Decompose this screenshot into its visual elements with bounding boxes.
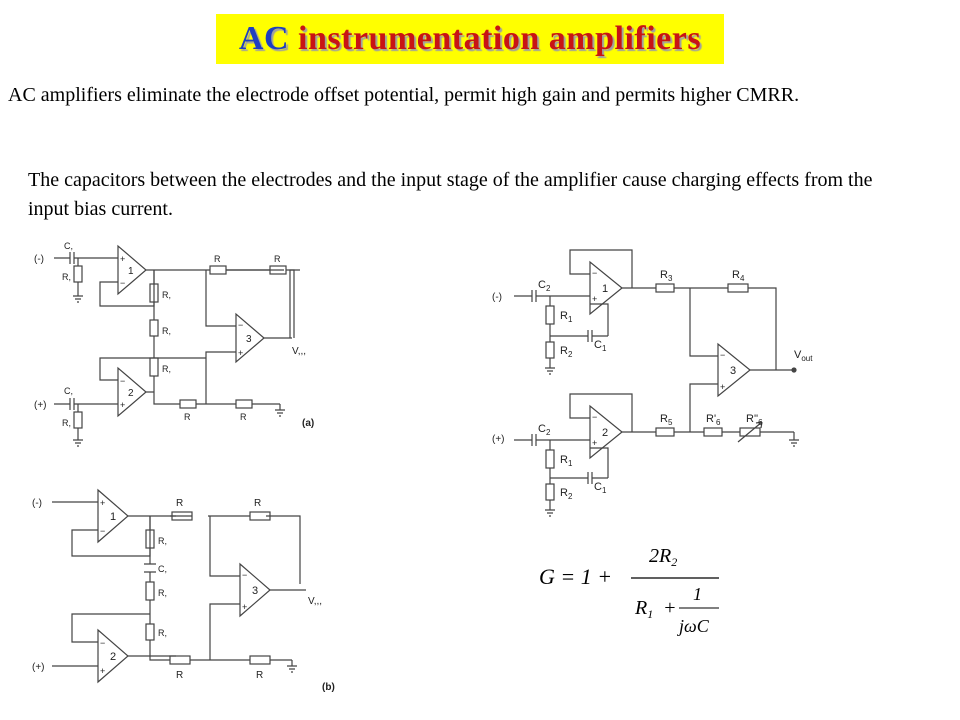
c-r1-top bbox=[546, 306, 554, 324]
c-cap2-top bbox=[532, 290, 536, 302]
b-op2-plus: + bbox=[100, 666, 106, 676]
b-input-neg: (-) bbox=[32, 498, 42, 509]
c-r1-bot-label: $R_1$ bbox=[560, 454, 573, 468]
c-op2-fb bbox=[570, 394, 652, 478]
a-vout: V,,, bbox=[292, 346, 307, 357]
c-top-stage bbox=[652, 288, 776, 370]
b-r2-top-label: R, bbox=[158, 536, 167, 546]
b-opamp1-label: 1 bbox=[110, 511, 117, 523]
formula-numerator: $2R_2$ bbox=[649, 545, 678, 569]
a-input-neg: (-) bbox=[34, 254, 44, 265]
a-cap-in-top bbox=[70, 252, 74, 264]
c-op2-plus: + bbox=[592, 438, 598, 448]
c-opamp3-label: 3 bbox=[730, 365, 737, 377]
b-r-top-2-label: R bbox=[254, 498, 262, 509]
a-opamp1-label: 1 bbox=[128, 266, 134, 277]
c-cap1-top bbox=[588, 330, 592, 342]
b-opamp2-label: 2 bbox=[110, 651, 117, 663]
a-r2-bot-label: R, bbox=[162, 364, 171, 374]
a-r-in-top-label: R, bbox=[62, 272, 71, 282]
a-r-in-top bbox=[74, 266, 82, 282]
c-c2-bot: $C_2$ bbox=[538, 423, 551, 437]
circuit-diagram-c bbox=[488, 244, 828, 524]
b-vout: V,,, bbox=[308, 596, 323, 607]
paragraph-capacitors: The capacitors between the electrodes and the input stage of the amplifier cause charging effects from the input bias current. bbox=[28, 169, 873, 220]
c-cap2-bot bbox=[532, 434, 536, 446]
a-c-in-top: C, bbox=[64, 241, 73, 251]
b-input-pos: (+) bbox=[32, 662, 45, 673]
a-r-top-2-label: R bbox=[274, 254, 281, 264]
c-c1-bot-label: $C_1$ bbox=[594, 481, 607, 495]
c-r1-top-label: $R_1$ bbox=[560, 310, 573, 324]
b-opamp3-label: 3 bbox=[252, 585, 259, 597]
a-gnd-out bbox=[275, 404, 285, 416]
c-op3-in bbox=[690, 288, 794, 432]
a-r1-mid bbox=[150, 320, 158, 336]
b-c1-mid bbox=[144, 564, 156, 572]
title-rest: instrumentation amplifiers bbox=[298, 20, 702, 57]
c-vout-node bbox=[792, 368, 796, 372]
c-op3-minus: − bbox=[720, 350, 726, 360]
a-r-in-bot bbox=[74, 412, 82, 428]
b-op1-minus: − bbox=[100, 526, 106, 536]
slide-title bbox=[216, 14, 724, 64]
a-r-bot-1 bbox=[180, 400, 196, 408]
b-r-bot-2 bbox=[250, 656, 270, 664]
b-r-bot-1-label: R bbox=[176, 670, 184, 681]
a-gnd-top bbox=[73, 296, 83, 302]
a-bot-wire bbox=[154, 392, 280, 404]
c-r2-bot-label: $R_2$ bbox=[560, 487, 573, 501]
a-input-pos: (+) bbox=[34, 400, 47, 411]
a-opamp3-label: 3 bbox=[246, 334, 252, 345]
c-c1-top-label: $C_1$ bbox=[594, 339, 607, 353]
c-r6p bbox=[704, 428, 722, 436]
c-r2-top-label: $R_2$ bbox=[560, 345, 573, 359]
c-vout: $V_{out}$ bbox=[794, 349, 813, 363]
a-op3-plus: + bbox=[238, 348, 244, 358]
formula-den-r: $R_1$ bbox=[635, 597, 654, 621]
a-r-top-1-label: R bbox=[214, 254, 221, 264]
c-op2-minus: − bbox=[592, 412, 598, 422]
gain-formula bbox=[537, 534, 737, 644]
b-op3-plus: + bbox=[242, 602, 248, 612]
b-r2-bot bbox=[146, 624, 154, 640]
b-op1-plus: + bbox=[100, 498, 106, 508]
a-top-wire bbox=[170, 270, 300, 338]
b-r2-bot-label: R, bbox=[158, 628, 167, 638]
a-op3-minus: − bbox=[238, 320, 244, 330]
b-bot-wire bbox=[150, 654, 292, 660]
c-input-pos: (+) bbox=[492, 434, 505, 445]
a-r-top-1 bbox=[210, 266, 226, 274]
c-opamp2-label: 2 bbox=[602, 427, 609, 439]
formula-lhs: G = 1 + bbox=[539, 564, 613, 589]
circuit-diagram-a bbox=[30, 240, 330, 460]
c-input-neg: (-) bbox=[492, 292, 502, 303]
b-top-wire bbox=[170, 516, 300, 584]
c-r1-bot bbox=[546, 450, 554, 468]
a-r-bot-1-label: R bbox=[184, 412, 191, 422]
b-gnd-out bbox=[287, 660, 297, 672]
c-r4 bbox=[728, 284, 748, 292]
c-r3 bbox=[656, 284, 674, 292]
a-op1-fb bbox=[100, 270, 170, 306]
a-r-bot-2 bbox=[236, 400, 252, 408]
c-r6pp-label: $R''_6$ bbox=[746, 413, 763, 427]
c-r2-top bbox=[546, 342, 554, 358]
formula-den-plus: + bbox=[663, 597, 677, 619]
title-ac: AC bbox=[238, 20, 290, 57]
c-opamp1-label: 1 bbox=[602, 283, 609, 295]
c-gnd-out bbox=[789, 432, 799, 446]
a-r2-top-label: R, bbox=[162, 290, 171, 300]
c-op1-minus: − bbox=[592, 268, 598, 278]
a-r-in-bot-label: R, bbox=[62, 418, 71, 428]
c-r5 bbox=[656, 428, 674, 436]
a-op2-plus: + bbox=[120, 400, 126, 410]
c-op1-fb bbox=[570, 250, 652, 336]
c-r4-label: $R_4$ bbox=[732, 269, 745, 283]
paragraph-ac-amplifiers: AC amplifiers eliminate the electrode offset potential, permit high gain and permits higher CMRR. bbox=[8, 84, 800, 106]
a-op1-minus: − bbox=[120, 278, 126, 288]
a-op2-minus: − bbox=[120, 376, 126, 386]
a-c-in-bot: C, bbox=[64, 386, 73, 396]
b-caption: (b) bbox=[322, 682, 335, 693]
b-r-bot-2-label: R bbox=[256, 670, 264, 681]
c-r5-label: $R_5$ bbox=[660, 413, 673, 427]
a-r2-bot bbox=[150, 358, 158, 376]
b-op3-minus: − bbox=[242, 570, 248, 580]
circuit-diagram-b bbox=[30, 484, 350, 694]
c-cap1-bot bbox=[588, 472, 592, 484]
b-c1-mid-label: C, bbox=[158, 564, 167, 574]
c-c2-top: $C_2$ bbox=[538, 279, 551, 293]
a-op1-plus: + bbox=[120, 254, 126, 264]
c-op3-plus: + bbox=[720, 382, 726, 392]
b-r1-mid bbox=[146, 582, 154, 600]
c-r2-bot bbox=[546, 484, 554, 500]
c-r6p-label: $R'_6$ bbox=[706, 413, 721, 427]
c-op1-plus: + bbox=[592, 294, 598, 304]
b-r1-mid-label: R, bbox=[158, 588, 167, 598]
a-caption: (a) bbox=[302, 418, 315, 429]
a-r1-mid-label: R, bbox=[162, 326, 171, 336]
formula-inner-den: jωC bbox=[679, 616, 709, 636]
c-gnd-bot bbox=[545, 510, 555, 516]
b-r-top-1-label: R bbox=[176, 498, 184, 509]
c-gnd-top bbox=[545, 368, 555, 374]
a-r-bot-2-label: R bbox=[240, 412, 247, 422]
a-gnd-bot bbox=[73, 440, 83, 446]
a-cap-in-bot bbox=[70, 398, 74, 410]
b-r-bot-1 bbox=[170, 656, 190, 664]
a-opamp2-label: 2 bbox=[128, 388, 134, 399]
formula-inner-num: 1 bbox=[693, 584, 702, 604]
c-r3-label: $R_3$ bbox=[660, 269, 673, 283]
b-op2-minus: − bbox=[100, 638, 106, 648]
